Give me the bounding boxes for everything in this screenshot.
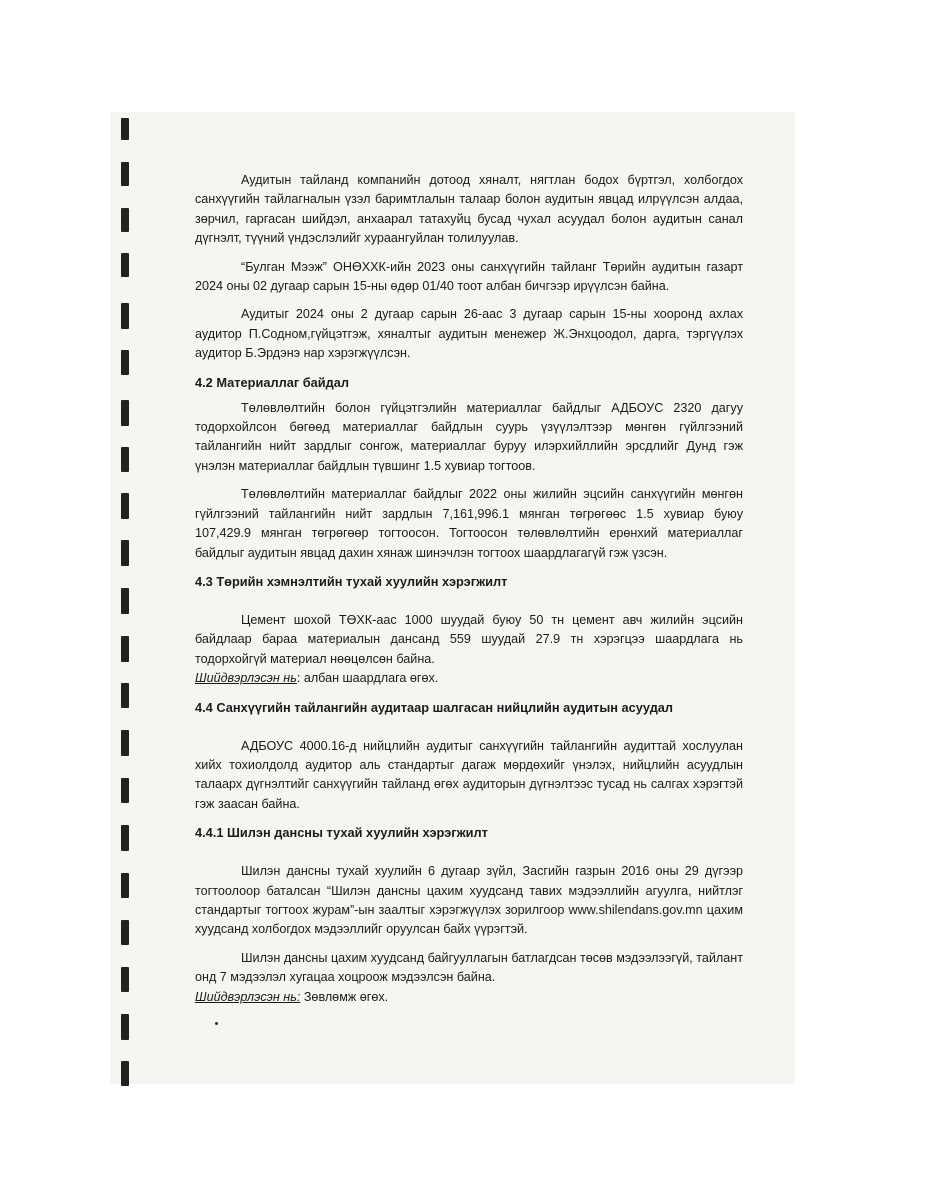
binder-mark — [121, 162, 129, 186]
decision-text: : албан шаардлага өгөх. — [296, 671, 439, 686]
binder-mark — [121, 967, 129, 992]
binder-mark — [121, 540, 129, 566]
glass-account-paragraph-1: Шилэн дансны тухай хуулийн 6 дугаар зүйл, Засгийн газрын 2016 оны 29 дүгээр тогтоолоор баталсан “Шилэн дансны цахим хуудсанд тавих мэдээллийн агуулга, нийтлэг стандартыг тогтоох журам”-ын заалтыг хэрэгжүүлэх зорилгоор www.shilendans.gov.mn цахим хуудсанд холбогдох мэдээллийг оруулсан байх үүрэгтэй. — [195, 864, 743, 937]
binder-mark — [121, 588, 129, 614]
binder-mark — [121, 208, 129, 232]
decision-label: Шийдвэрлэсэн нь — [195, 671, 297, 686]
audit-team-paragraph: Аудитыг 2024 оны 2 дугаар сарын 26-аас 3 дугаар сарын 15-ны хооронд ахлах аудитор П.Содном,гүйцэтгэж, хяналтыг аудитын менежер Ж.Энхцоодол, дарга, тэргүүлэх аудитор Б.Эрдэнэ нар хэрэгжүүлсэн. — [195, 307, 743, 361]
binder-mark — [121, 1014, 129, 1040]
glass-account-paragraph-2: Шилэн дансны цахим хуудсанд байгууллагын батлагдсан төсөв мэдээлээгүй, тайлант онд 7 мэдээлэл хугацаа хоцроож мэдээлсэн байна. — [195, 950, 743, 985]
compliance-audit-paragraph: АДБОУС 4000.16-д нийцлийн аудитыг санхүүгийн тайлангийн аудиттай хослуулан хийх тохиолдолд аудитор аль стандартыг дагаж мөрдөхийг үнэлэх, нийцлийн асуудлын талаарх дүгнэлтийг санхүүгийн тайланд өгөх аудиторын дүгнэлтээс тусад нь салгах хэрэгтэй гэж заасан байна. — [195, 738, 743, 811]
binder-mark — [121, 778, 129, 803]
section-heading-4-4-1: 4.4.1 Шилэн дансны тухай хуулийн хэрэгжилт — [195, 825, 488, 841]
document-body — [195, 171, 743, 1016]
binder-mark — [121, 118, 129, 140]
binder-mark — [121, 493, 129, 519]
section-heading-4-4: 4.4 Санхүүгийн тайлангийн аудитаар шалгасан нийцлийн аудитын асуудал — [195, 699, 674, 715]
binder-mark — [121, 400, 129, 426]
binder-mark — [121, 636, 129, 662]
binder-mark — [121, 825, 129, 851]
binder-mark — [121, 920, 129, 945]
binder-mark — [121, 1061, 129, 1086]
section-heading-4-3: 4.3 Төрийн хэмнэлтийн тухай хуулийн хэрэгжилт — [195, 573, 508, 589]
intro-paragraph: Аудитын тайланд компанийн дотоод хяналт, нягтлан бодох бүртгэл, холбогдох санхүүгийн тайлагналын үзэл баримтлалын талаар болон аудитын явцад илрүүлсэн алдаа, зөрчил, гаргасан шийдэл, анхаарал татахуйц бусад чухал асуудал болон аудитын санал дүгнэлт, түүний үндэслэлийг хураангуйлан толилуулав. — [195, 173, 743, 246]
decision-line-4-3 — [195, 669, 743, 688]
binder-mark — [121, 303, 129, 329]
decision-line-4-4-1 — [195, 988, 743, 1007]
binder-mark — [121, 350, 129, 375]
report-submission-paragraph: “Булган Мээж” ОНӨХХК-ийн 2023 оны санхүүгийн тайланг Төрийн аудитын газарт 2024 оны 02 дугаар сарын 15-ны өдөр 01/40 тоот албан бичгээр ирүүлсэн байна. — [195, 259, 743, 294]
section-heading-4-2: 4.2 Материаллаг байдал — [195, 374, 349, 390]
materiality-paragraph-1: Төлөвлөлтийн болон гүйцэтгэлийн материаллаг байдлыг АДБОУС 2320 дагуу тодорхойлсон бөгөөд материаллаг байдлын суурь үзүүлэлтээр мөнгөн гүйлгээний тайлангийн нийт зардлыг сонгож, материаллаг буруу илэрхийллийн эрсдлийг Дунд гэж үнэлэн материаллаг байдлын түвшинг 1.5 хувиар тогтоов. — [195, 400, 743, 473]
binder-mark — [121, 873, 129, 898]
decision-label: Шийдвэрлэсэн нь: — [195, 989, 301, 1004]
savings-law-paragraph: Цемент шохой ТӨХК-аас 1000 шуудай буюу 50 тн цемент авч жилийн эцсийн байдлаар бараа материалын дансанд 559 шуудай 27.9 тн хэрэгцээ шаардлага нь тодорхойгүй материал нөөцөлсөн байна. — [195, 612, 743, 666]
scan-speck — [215, 1022, 218, 1025]
binder-mark — [121, 253, 129, 277]
decision-text: Зөвлөмж өгөх. — [300, 989, 389, 1004]
binder-mark — [121, 683, 129, 708]
materiality-paragraph-2: Төлөвлөлтийн материаллаг байдлыг 2022 оны жилийн эцсийн санхүүгийн мөнгөн гүйлгээний тайлангийн нийт зардлын 7,161,996.1 мянган төгрөгөөс 1.5 хувиар буюу 107,429.9 мянган төгрөгөөр тогтоосон. Тогтоосон төлөвлөлтийн ерөнхий материаллаг байдлыг аудитын явцад дахин хянаж шинэчлэн тогтоох шаардлагагүй гэж үзсэн. — [195, 487, 743, 560]
binder-mark — [121, 730, 129, 756]
binder-mark — [121, 447, 129, 472]
